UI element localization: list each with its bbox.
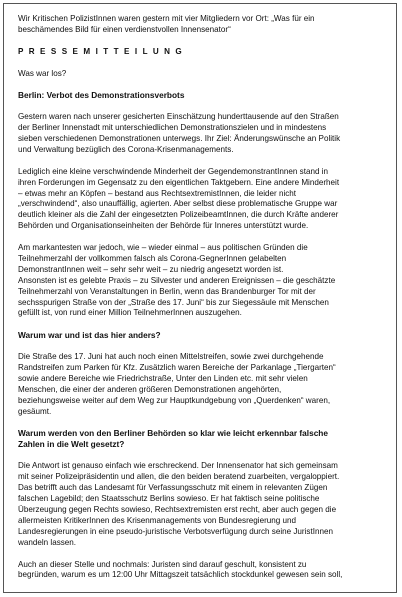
press-heading: P R E S S E M I T T E I L U N G: [18, 46, 184, 56]
document-body: [4, 4, 396, 581]
section-heading: Warum werden von den Berliner Behörden so klar wie leicht erkennbar falsche Zahlen in die Welt gesetzt?: [18, 428, 328, 450]
section-heading: Warum war und ist das hier anders?: [18, 330, 161, 341]
intro-text: Wir Kritischen PolizistInnen waren gestern mit vier Mitgliedern vor Ort: „Was für ein beschämendes Bild für einen verdienstvollen Innensenator“: [18, 14, 315, 34]
paragraph: Auch an dieser Stelle und nochmals: Juristen sind darauf geschult, konsistent zu begründen, warum es um 12:00 Uhr Mittagszeit tatsächlich stockdunkel gewesen sein soll,: [18, 559, 343, 580]
paragraph: Die Antwort ist genauso einfach wie erschreckend. Der Innensenator hat sich gemeinsam mit seiner Polizeipräsidentin und allen, die den beiden beratend zuarbeiten, vergaloppiert. Das betrifft auch das Landesamt für Verfassungsschutz mit einem in relevanten Zügen falschen Lagebild; den Staatsschutz Berlins sowieso. Er hat faktisch seine politische Überzeugung gegen Rechts sowieso, Rechtsextremisten erst recht, aber auch gegen die allermeisten KritikerInnen des Krisenmanagements von Bundesregierung und Landesregierungen in eine pseudo-juristische Verbotsverfügung durch seine JuristInnen wandeln lassen.: [18, 461, 340, 547]
paragraph: Am markantesten war jedoch, wie – wieder einmal – aus politischen Gründen die Teilnehmerzahl der vollkommen falsch als Corona-GegnerInnen gelabelten DemonstrantInnen weit – sehr sehr weit – zu niedrig angesetzt worden ist. Ansonsten ist es gelebte Praxis – zu Silvester und anderen Ereignissen – die geschätzte Teilnehmerzahl von Veranstaltungen in Berlin, wenn das Brandenburger Tor mit der sechsspurigen Straße von der „Straße des 17. Juni“ bis zur Siegessäule mit Menschen gefüllt ist, von rund einer Million TeilnehmerInnen auszugehen.: [18, 243, 336, 318]
document-page: [3, 3, 397, 593]
section-heading: Berlin: Verbot des Demonstrationsverbots: [18, 90, 185, 101]
question-text: Was war los?: [18, 68, 67, 78]
paragraph: Lediglich eine kleine verschwindende Minderheit der GegendemonstrantInnen stand in ihren Forderungen im Gegensatz zu den eigentlichen Taktgebern. Eine andere Minderheit – etwas mehr an Köpfen – bestand aus RechtsextremistInnen, die leider nicht „verschwindend“, also unauffällig, agierten. Aber selbst diese problematische Gruppe war deutlich kleiner als die Zahl der eingesetzten PolizeibeamtInnen, die durch Kräfte anderer Behörden und Organisationseinheiten der Behörde für Inneres unterstützt wurde.: [18, 166, 340, 231]
paragraph: Die Straße des 17. Juni hat auch noch einen Mittelstreifen, sowie zwei durchgehende Randstreifen zum Parken für Kfz. Zusätzlich waren Bereiche der Parkanlage „Tiergarten“ sowie andere Bereiche wie Friedrichstraße, Unter den Linden etc. mit sehr vielen Menschen, die einer der anderen größeren Demonstrationen angehörten, beziehungsweise weiter auf dem Weg zur Hauptkundgebung von „Querdenken“ waren, gesäumt.: [18, 352, 336, 416]
paragraph: Gestern waren nach unserer gesicherten Einschätzung hunderttausende auf den Straßen der Berliner Innenstadt mit unterschiedlichen Demonstrationszielen und in mindestens sieben verschiedenen Demonstrationen unterwegs. Ihr Ziel: Änderungswünsche an Politik und Verwaltung bezüglich des Corona-Krisenmanagements.: [18, 112, 341, 154]
